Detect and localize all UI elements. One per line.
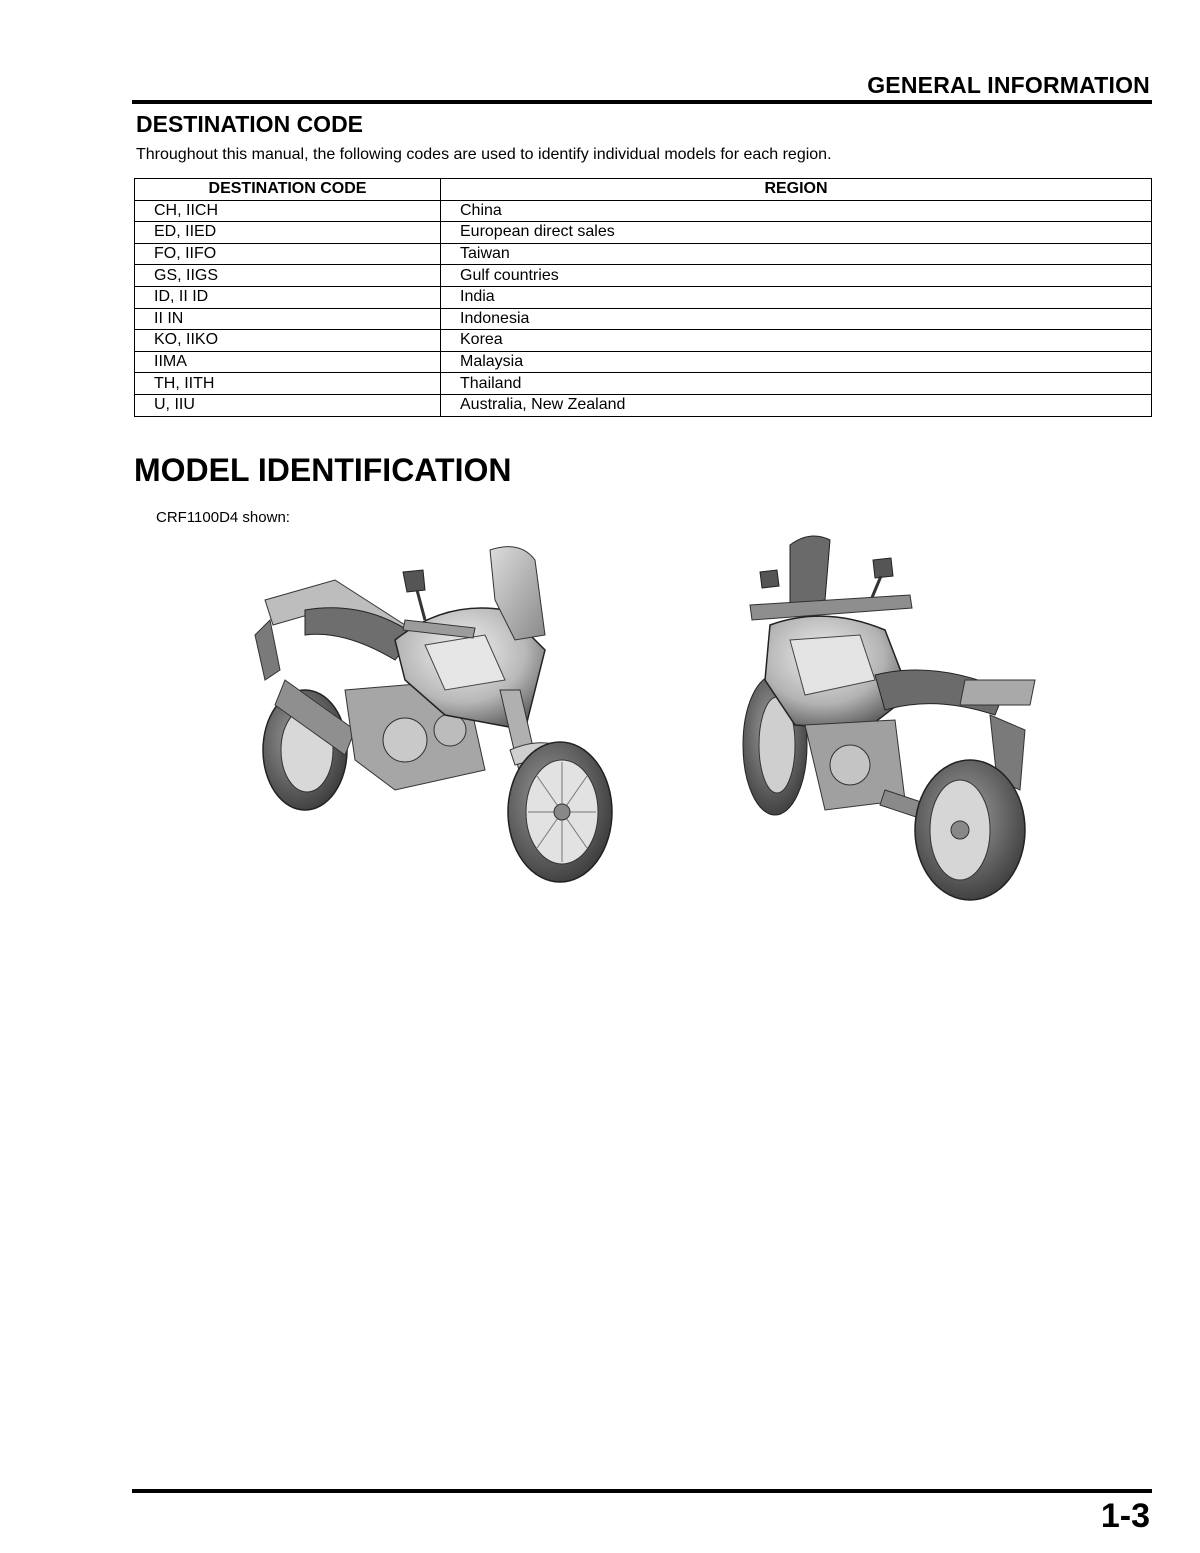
- table-row: [135, 330, 1152, 352]
- table-row: [135, 200, 1152, 222]
- destination-intro-text: Throughout this manual, the following codes are used to identify individual models for each region.: [136, 146, 832, 163]
- model-caption: CRF1100D4 shown:: [156, 509, 290, 526]
- motorcycle-front-left-illustration: [245, 540, 625, 890]
- model-identification-heading: MODEL IDENTIFICATION: [134, 452, 512, 488]
- table-row: [135, 394, 1152, 416]
- destination-code-cell: FO, IIFO: [135, 243, 441, 265]
- region-cell: India: [441, 286, 1152, 308]
- table-row: [135, 243, 1152, 265]
- destination-code-cell: GS, IIGS: [135, 265, 441, 287]
- section-header-title: GENERAL INFORMATION: [867, 72, 1150, 98]
- region-cell: Korea: [441, 330, 1152, 352]
- region-cell: Thailand: [441, 373, 1152, 395]
- region-cell: European direct sales: [441, 222, 1152, 244]
- destination-code-cell: U, IIU: [135, 394, 441, 416]
- table-row: [135, 286, 1152, 308]
- table-row: [135, 351, 1152, 373]
- destination-code-cell: CH, IICH: [135, 200, 441, 222]
- header-rule: [132, 100, 1152, 104]
- region-cell: Australia, New Zealand: [441, 394, 1152, 416]
- destination-code-table: [134, 178, 1152, 417]
- region-cell: Taiwan: [441, 243, 1152, 265]
- region-cell: China: [441, 200, 1152, 222]
- destination-code-heading: DESTINATION CODE: [136, 111, 364, 137]
- column-header-region: REGION: [441, 179, 1152, 201]
- table-row: [135, 308, 1152, 330]
- motorcycle-rear-right-illustration: [735, 530, 1045, 905]
- destination-code-cell: ID, II ID: [135, 286, 441, 308]
- table-row: [135, 265, 1152, 287]
- region-cell: Indonesia: [441, 308, 1152, 330]
- destination-code-cell: KO, IIKO: [135, 330, 441, 352]
- table-header-row: [135, 179, 1152, 201]
- destination-code-cell: TH, IITH: [135, 373, 441, 395]
- region-cell: Gulf countries: [441, 265, 1152, 287]
- column-header-destination-code: DESTINATION CODE: [135, 179, 441, 201]
- destination-code-cell: IIMA: [135, 351, 441, 373]
- table-row: [135, 373, 1152, 395]
- page-number: 1-3: [1100, 1497, 1150, 1535]
- footer-rule: [132, 1489, 1152, 1493]
- destination-code-cell: ED, IIED: [135, 222, 441, 244]
- table-row: [135, 222, 1152, 244]
- region-cell: Malaysia: [441, 351, 1152, 373]
- destination-code-cell: II IN: [135, 308, 441, 330]
